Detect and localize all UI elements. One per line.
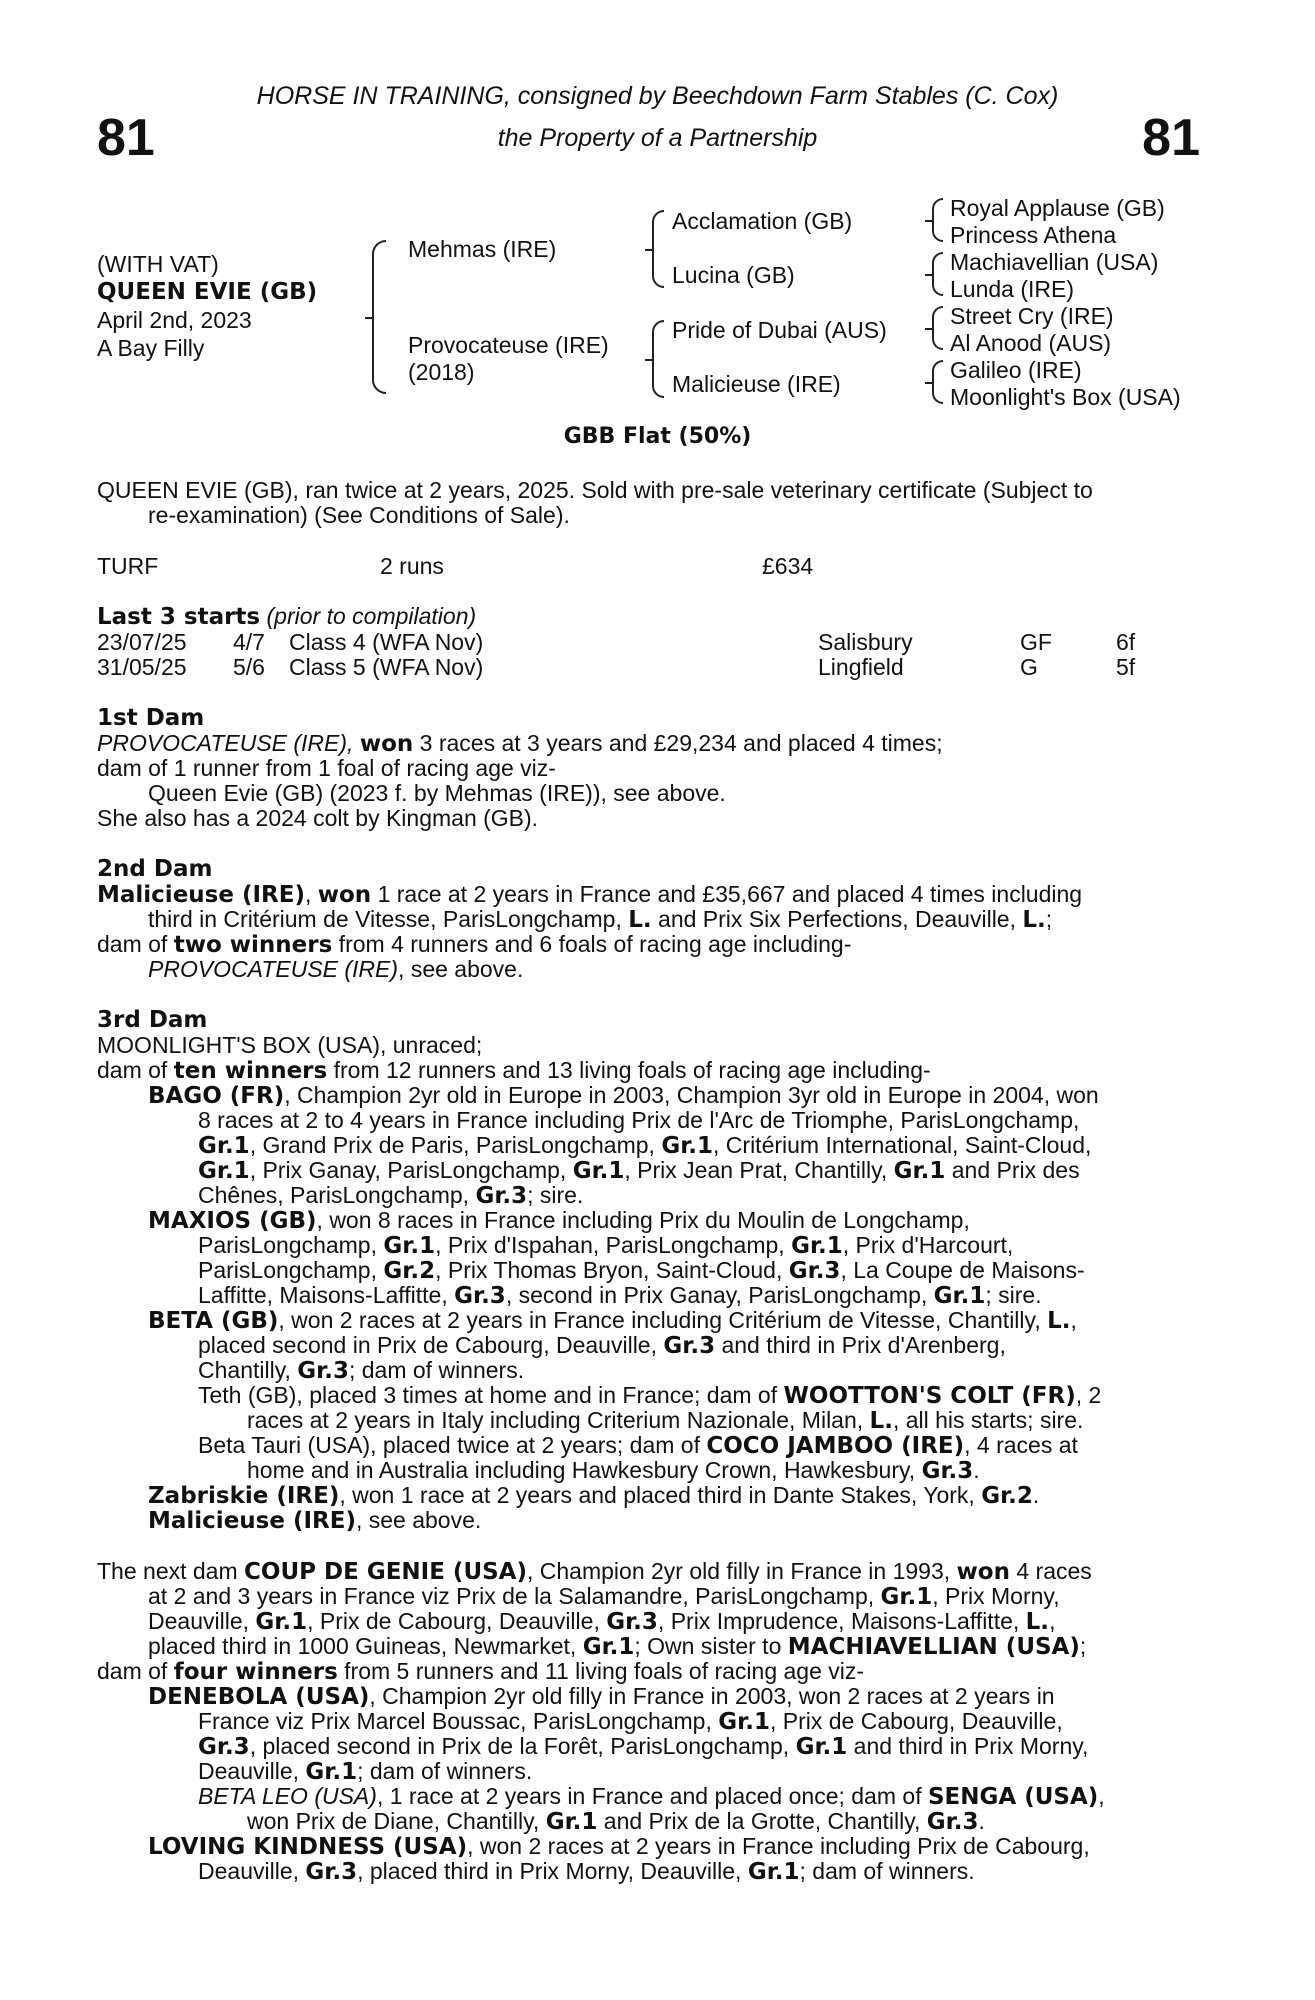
- pedigree-sire: Mehmas (IRE): [408, 236, 557, 262]
- beta-line-3: Chantilly, Gr.3; dam of winners.: [198, 1357, 525, 1384]
- pedigree-ddd: Moonlight's Box (USA): [950, 384, 1181, 410]
- record-earnings: £634: [762, 553, 814, 579]
- bago-line-4: Gr.1, Prix Ganay, ParisLongchamp, Gr.1, Prix Jean Prat, Chantilly, Gr.1 and Prix des: [198, 1157, 1080, 1184]
- vat-note: (WITH VAT): [97, 251, 219, 277]
- maxios-line-2: ParisLongchamp, Gr.1, Prix d'Ispahan, ParisLongchamp, Gr.1, Prix d'Harcourt,: [198, 1232, 1014, 1259]
- beta-line-2: placed second in Prix de Cabourg, Deauville, Gr.3 and third in Prix d'Arenberg,: [198, 1332, 1006, 1359]
- loving-line-1: LOVING KINDNESS (USA), won 2 races at 2 years in France including Prix de Cabourg,: [148, 1833, 1090, 1860]
- record-surface: TURF: [97, 553, 159, 579]
- lot-number-left: 81: [97, 109, 155, 167]
- nextdam-line-2: at 2 and 3 years in France viz Prix de la Salamandre, ParisLongchamp, Gr.1, Prix Morny,: [148, 1583, 1060, 1610]
- dam1-line-3: Queen Evie (GB) (2023 f. by Mehmas (IRE)), see above.: [148, 780, 726, 806]
- horse-identity: [97, 250, 317, 362]
- summary-line-2: re-examination) (See Conditions of Sale).: [148, 502, 570, 528]
- tauri-line-1: Beta Tauri (USA), placed twice at 2 years; dam of COCO JAMBOO (IRE), 4 races at: [198, 1432, 1078, 1459]
- zabriskie-line: Zabriskie (IRE), won 1 race at 2 years and placed third in Dante Stakes, York, Gr.2.: [148, 1482, 1040, 1509]
- bago-line-2: 8 races at 2 to 4 years in France including Prix de l'Arc de Triomphe, ParisLongchamp,: [198, 1107, 1080, 1133]
- malicieuse-line: Malicieuse (IRE), see above.: [148, 1507, 482, 1534]
- dam1-line-2: dam of 1 runner from 1 foal of racing age viz-: [97, 755, 556, 781]
- last-starts-heading: Last 3 starts (prior to compilation): [97, 603, 477, 630]
- dam3-line-1: MOONLIGHT'S BOX (USA), unraced;: [97, 1032, 483, 1058]
- pedigree-ds: Pride of Dubai (AUS): [672, 317, 887, 343]
- pedigree-sd: Lucina (GB): [672, 262, 795, 288]
- brace-g1: [932, 198, 943, 242]
- dam1-heading: 1st Dam: [97, 705, 205, 731]
- maxios-line-1: MAXIOS (GB), won 8 races in France including Prix du Moulin de Longchamp,: [148, 1207, 970, 1234]
- pedigree-dam: Provocateuse (IRE): [408, 332, 609, 358]
- denebola-line-1: DENEBOLA (USA), Champion 2yr old filly in France in 2003, won 2 races at 2 years in: [148, 1683, 1055, 1710]
- nextdam-line-1: The next dam COUP DE GENIE (USA), Champion 2yr old filly in France in 1993, won 4 races: [97, 1558, 1092, 1585]
- dam2-line-3: dam of two winners from 4 runners and 6 foals of racing age including-: [97, 931, 852, 958]
- bago-line-1: BAGO (FR), Champion 2yr old in Europe in 2003, Champion 3yr old in Europe in 2004, won: [148, 1082, 1099, 1109]
- pedigree-dd: Malicieuse (IRE): [672, 371, 841, 397]
- property-line: the Property of a Partnership: [497, 124, 818, 152]
- pedigree-dam-year: (2018): [408, 359, 475, 385]
- dam3-heading: 3rd Dam: [97, 1007, 208, 1033]
- brace-g4: [932, 360, 943, 404]
- denebola-line-3: Gr.3, placed second in Prix de la Forêt, ParisLongchamp, Gr.1 and third in Prix Morny,: [198, 1733, 1089, 1760]
- pedigree-dsd: Al Anood (AUS): [950, 330, 1112, 356]
- denebola-line-4: Deauville, Gr.1; dam of winners.: [198, 1758, 533, 1785]
- nextdam-line-3: Deauville, Gr.1, Prix de Cabourg, Deauville, Gr.3, Prix Imprudence, Maisons-Laffitte, L.,: [148, 1608, 1056, 1635]
- pedigree-sdd: Lunda (IRE): [950, 276, 1075, 302]
- pedigree-sds: Machiavellian (USA): [950, 249, 1159, 275]
- pedigree-ssd: Princess Athena: [950, 222, 1117, 248]
- brace-main: [372, 240, 386, 394]
- pedigree-sss: Royal Applause (GB): [950, 195, 1165, 221]
- teth-line-2: races at 2 years in Italy including Criterium Nazionale, Milan, L., all his starts; sire.: [247, 1407, 1084, 1434]
- nextdam-line-4: placed third in 1000 Guineas, Newmarket, Gr.1; Own sister to MACHIAVELLIAN (USA);: [148, 1633, 1087, 1660]
- dam1-line-4: She also has a 2024 colt by Kingman (GB).: [97, 805, 539, 831]
- bago-line-5: Chênes, ParisLongchamp, Gr.3; sire.: [198, 1182, 584, 1209]
- brace-sire: [652, 210, 664, 288]
- betaleo-line-2: won Prix de Diane, Chantilly, Gr.1 and Prix de la Grotte, Chantilly, Gr.3.: [247, 1808, 985, 1835]
- dam2-heading: 2nd Dam: [97, 856, 213, 882]
- pedigree-ss: Acclamation (GB): [672, 208, 853, 234]
- horse-name: QUEEN EVIE (GB): [97, 279, 318, 305]
- foaling-date: April 2nd, 2023: [97, 307, 252, 333]
- bago-line-3: Gr.1, Grand Prix de Paris, ParisLongchamp, Gr.1, Critérium International, Saint-Cloud,: [198, 1132, 1092, 1159]
- lot-number-right: 81: [1142, 109, 1200, 167]
- beta-line-1: BETA (GB), won 2 races at 2 years in France including Critérium de Vitesse, Chantilly, L.,: [148, 1307, 1077, 1334]
- tauri-line-2: home and in Australia including Hawkesbury Crown, Hawkesbury, Gr.3.: [247, 1457, 980, 1484]
- pedigree-dds: Galileo (IRE): [950, 357, 1082, 383]
- denebola-line-2: France viz Prix Marcel Boussac, ParisLongchamp, Gr.1, Prix de Cabourg, Deauville,: [198, 1708, 1063, 1735]
- pedigree-dss: Street Cry (IRE): [950, 303, 1114, 329]
- dam2-line-2: third in Critérium de Vitesse, ParisLongchamp, L. and Prix Six Perfections, Deauville, L.;: [148, 906, 1053, 933]
- loving-line-2: Deauville, Gr.3, placed third in Prix Morny, Deauville, Gr.1; dam of winners.: [198, 1858, 975, 1885]
- brace-g2: [932, 252, 943, 296]
- dam2-line-4: PROVOCATEUSE (IRE), see above.: [148, 956, 524, 982]
- summary-line-1: QUEEN EVIE (GB), ran twice at 2 years, 2025. Sold with pre-sale veterinary certificate (Subject to: [97, 477, 1093, 503]
- maxios-line-3: ParisLongchamp, Gr.2, Prix Thomas Bryon, Saint-Cloud, Gr.3, La Coupe de Maisons-: [198, 1257, 1085, 1284]
- brace-g3: [932, 306, 943, 350]
- nextdam-line-5: dam of four winners from 5 runners and 11 living foals of racing age viz-: [97, 1658, 865, 1685]
- brace-dam: [652, 320, 664, 398]
- betaleo-line-1: BETA LEO (USA), 1 race at 2 years in France and placed once; dam of SENGA (USA),: [198, 1783, 1105, 1810]
- teth-line-1: Teth (GB), placed 3 times at home and in France; dam of WOOTTON'S COLT (FR), 2: [198, 1382, 1102, 1409]
- dam2-line-1: Malicieuse (IRE), won 1 race at 2 years in France and £35,667 and placed 4 times including: [97, 881, 1083, 908]
- dam1-line-1: PROVOCATEUSE (IRE), won 3 races at 3 years and £29,234 and placed 4 times;: [97, 730, 943, 757]
- horse-description: A Bay Filly: [97, 335, 205, 361]
- bonus-scheme: GBB Flat (50%): [563, 424, 752, 449]
- record-runs: 2 runs: [380, 553, 444, 579]
- consignor-line: HORSE IN TRAINING, consigned by Beechdown Farm Stables (C. Cox): [256, 82, 1059, 110]
- maxios-line-4: Laffitte, Maisons-Laffitte, Gr.3, second in Prix Ganay, ParisLongchamp, Gr.1; sire.: [198, 1282, 1042, 1309]
- dam3-line-2: dam of ten winners from 12 runners and 13 living foals of racing age including-: [97, 1057, 931, 1084]
